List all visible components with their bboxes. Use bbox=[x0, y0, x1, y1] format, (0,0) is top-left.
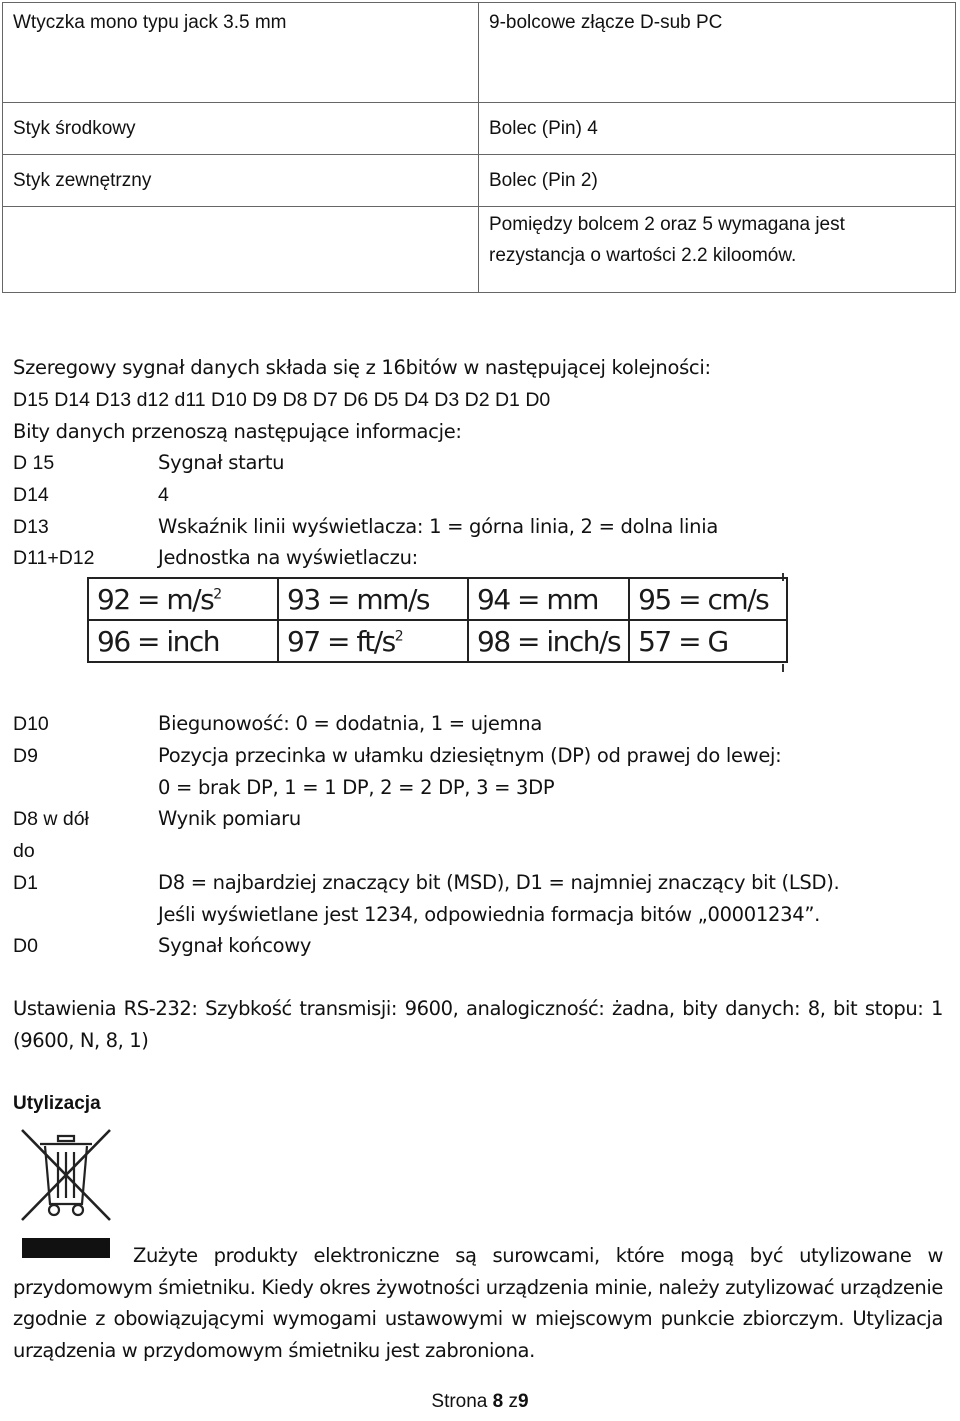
center-contact: Styk środkowy bbox=[3, 103, 479, 155]
d14-label: D14 bbox=[13, 484, 49, 506]
d9-label: D9 bbox=[13, 745, 38, 767]
d8-value: Wynik pomiaru bbox=[158, 807, 301, 830]
d8-label: D8 w dół bbox=[13, 808, 89, 830]
d15-label: D 15 bbox=[13, 452, 55, 474]
resistance-note: Pomiędzy bolcem 2 oraz 5 wymagana jest rezystancja o wartości 2.2 kiloomów. bbox=[479, 207, 956, 293]
unit-cell: 94 = mm bbox=[468, 578, 629, 620]
bit-order: D15 D14 D13 d12 d11 D10 D9 D8 D7 D6 D5 D4 D3 D2 D1 D0 bbox=[13, 389, 551, 411]
page-prefix: Strona bbox=[431, 1391, 488, 1412]
pinout-table bbox=[2, 2, 956, 293]
unit-row bbox=[88, 620, 787, 662]
unit-cell: 57 = G bbox=[629, 620, 787, 662]
d15-value: Sygnał startu bbox=[158, 451, 285, 474]
page-number: 8 bbox=[492, 1391, 504, 1412]
unit-cell: $97 = ft/s^2$ bbox=[278, 620, 468, 662]
crossed-bin-icon bbox=[18, 1126, 114, 1224]
do-label: do bbox=[13, 840, 35, 862]
d1-value-2: Jeśli wyświetlane jest 1234, odpowiednia formacja bitów „00001234”. bbox=[158, 903, 821, 926]
disposal-heading: Utylizacja bbox=[13, 1093, 101, 1114]
d11-label: D11+D12 bbox=[13, 547, 95, 569]
outer-pin: Bolec (Pin 2) bbox=[479, 155, 956, 207]
d13-value: Wskaźnik linii wyświetlacza: 1 = górna linia, 2 = dolna linia bbox=[158, 515, 718, 538]
info-line: Bity danych przenoszą następujące informacje: bbox=[13, 420, 462, 443]
center-pin: Bolec (Pin) 4 bbox=[479, 103, 956, 155]
d14-value: 4 bbox=[158, 484, 169, 506]
d10-value: Biegunowość: 0 = dodatnia, 1 = ujemna bbox=[158, 712, 543, 735]
table-tick bbox=[782, 664, 784, 672]
unit-row bbox=[88, 578, 787, 620]
d1-value: D8 = najbardziej znaczący bit (MSD), D1 = najmniej znaczący bit (LSD). bbox=[158, 871, 840, 894]
serial-intro: Szeregowy sygnał danych składa się z 16bitów w następującej kolejności: bbox=[13, 356, 711, 379]
unit-cell: $92 = m/s^2$ bbox=[88, 578, 278, 620]
d10-label: D10 bbox=[13, 713, 49, 735]
d9-value: Pozycja przecinka w ułamku dziesiętnym (DP) od prawej do lewej: bbox=[158, 744, 782, 767]
d0-value: Sygnał końcowy bbox=[158, 934, 312, 957]
disposal-text: Zużyte produkty elektroniczne są surowcami, które mogą być utylizowane w przydomowym śmietniku. Kiedy okres żywotności urządzenia minie, należy zutylizować urządzenie zgodnie z obowiązującymi wymogami ustawowymi w miejscowym punkcie zbiorczym. Utylizacja urządzenia w przydomowym śmietniku jest zabroniona. bbox=[13, 1244, 943, 1362]
d11-value: Jednostka na wyświetlaczu: bbox=[158, 546, 418, 569]
d9-value-2: 0 = brak DP, 1 = 1 DP, 2 = 2 DP, 3 = 3DP bbox=[158, 776, 555, 799]
page-total: 9 bbox=[518, 1391, 529, 1412]
d1-label: D1 bbox=[13, 872, 38, 894]
unit-cell: 98 = inch/s bbox=[468, 620, 629, 662]
d13-label: D13 bbox=[13, 516, 49, 538]
header-jack: Wtyczka mono typu jack 3.5 mm bbox=[3, 3, 479, 103]
header-dsub: 9-bolcowe złącze D-sub PC bbox=[479, 3, 956, 103]
d0-label: D0 bbox=[13, 935, 38, 957]
empty-cell bbox=[3, 207, 479, 293]
unit-cell: 93 = mm/s bbox=[278, 578, 468, 620]
rs232-settings: Ustawienia RS-232: Szybkość transmisji: 9600, analogiczność: żadna, bity danych: 8, bit stopu: 1 (9600, N, 8, 1) bbox=[13, 997, 943, 1052]
unit-code-table bbox=[87, 577, 788, 663]
page-sep: z bbox=[508, 1391, 519, 1412]
page-footer bbox=[0, 1391, 960, 1413]
unit-cell: 95 = cm/s bbox=[629, 578, 787, 620]
outer-contact: Styk zewnętrzny bbox=[3, 155, 479, 207]
unit-cell: 96 = inch bbox=[88, 620, 278, 662]
